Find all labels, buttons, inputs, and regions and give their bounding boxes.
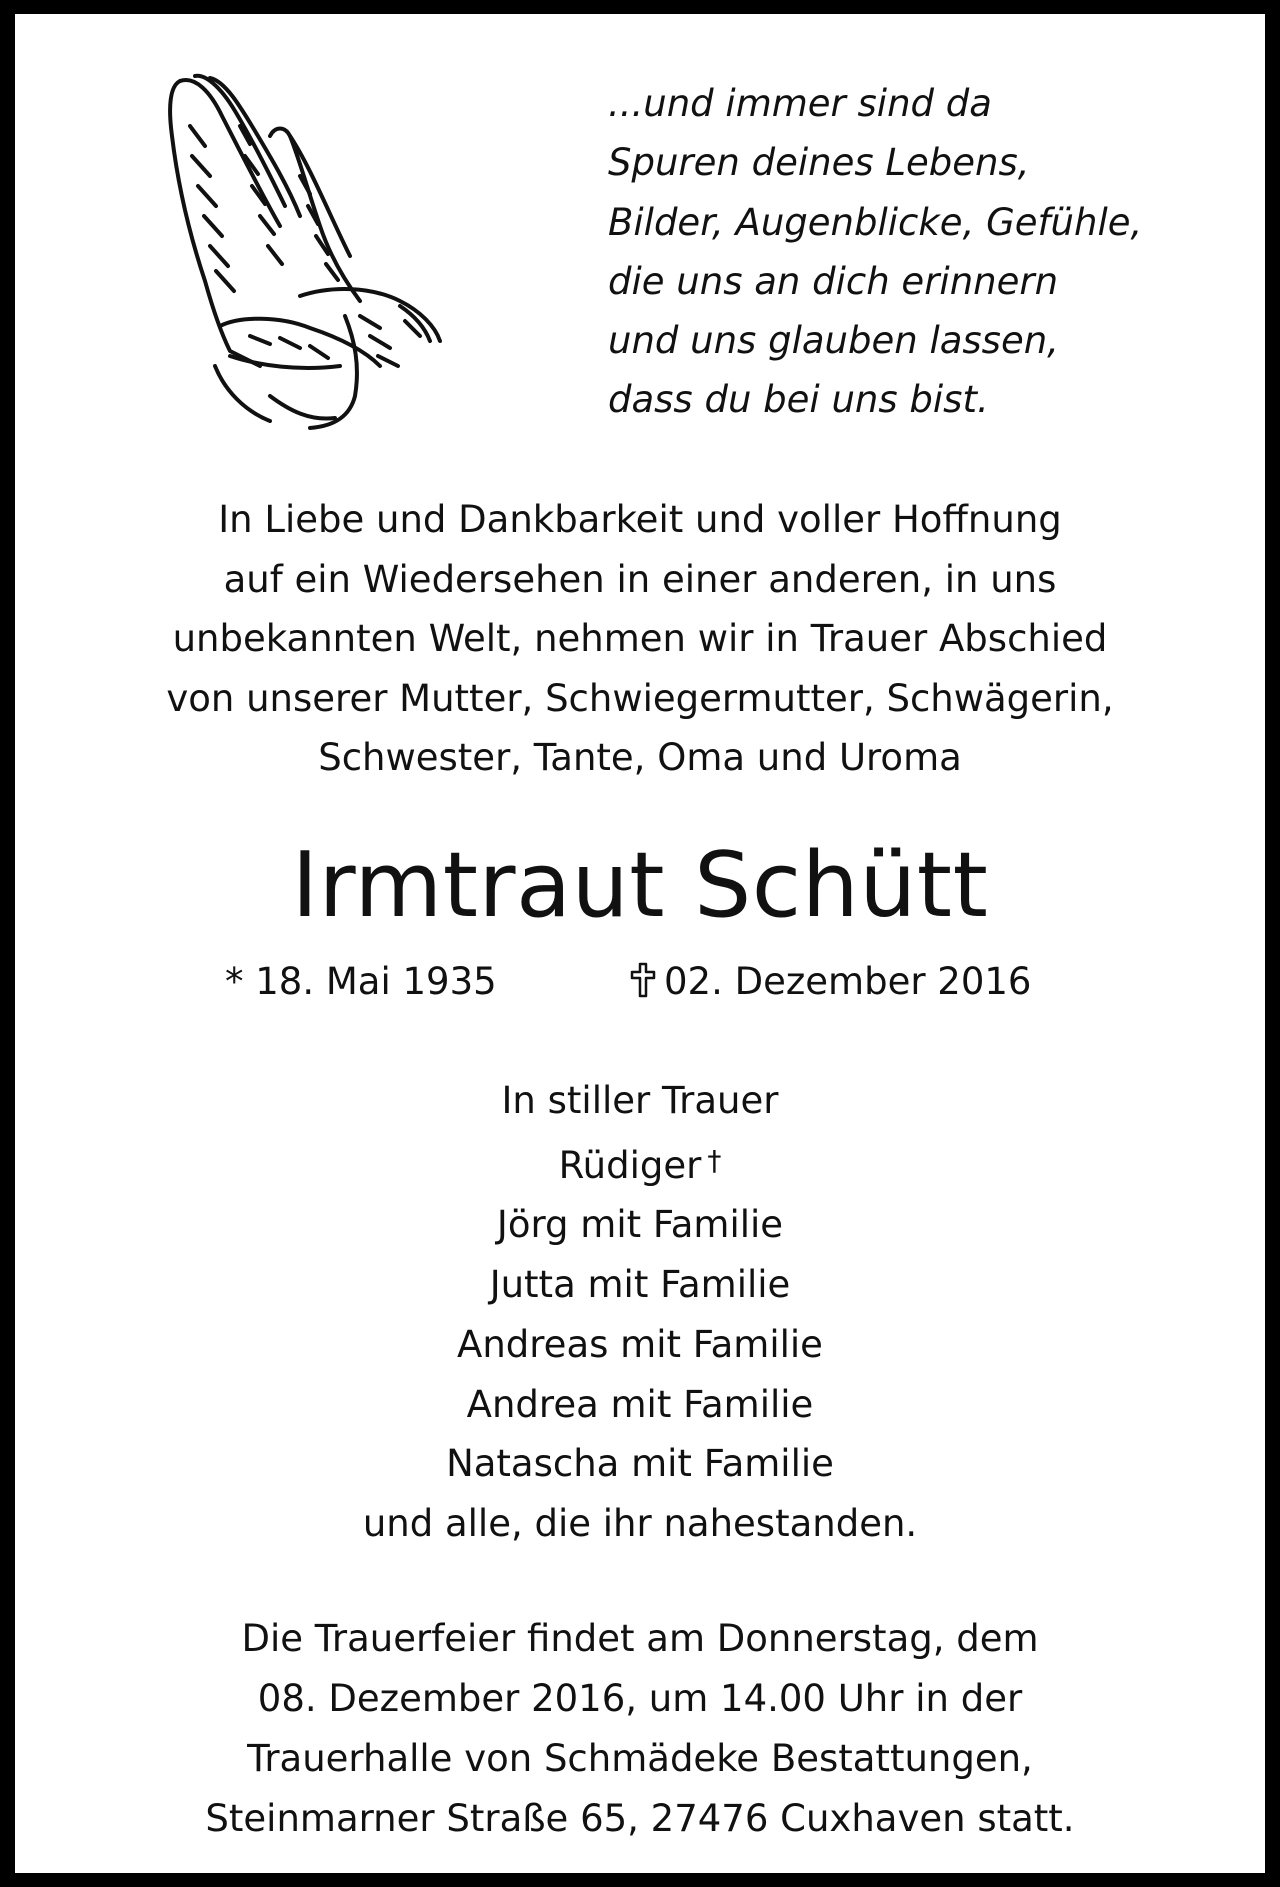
deceased-mark: † bbox=[707, 1143, 722, 1177]
intro-line: von unserer Mutter, Schwiegermutter, Schwägerin, bbox=[166, 676, 1114, 720]
intro-line: auf ein Wiedersehen in einer anderen, in uns bbox=[223, 557, 1057, 601]
mourner-name: Rüdiger bbox=[558, 1143, 702, 1187]
praying-hands-icon bbox=[150, 66, 450, 436]
poem-line: Bilder, Augenblicke, Gefühle, bbox=[608, 200, 1143, 244]
service-line: Steinmarner Straße 65, 27476 Cuxhaven statt. bbox=[205, 1797, 1075, 1840]
intro-line: In Liebe und Dankbarkeit und voller Hoffnung bbox=[218, 498, 1062, 541]
poem-line: ...und immer sind da bbox=[608, 82, 992, 125]
poem-line: Spuren deines Lebens, bbox=[608, 141, 1030, 185]
mourner-line: Jutta mit Familie bbox=[489, 1263, 791, 1307]
mourner-line: Andrea mit Familie bbox=[466, 1382, 814, 1426]
cross-icon bbox=[630, 962, 656, 998]
service-line: Die Trauerfeier findet am Donnerstag, dem bbox=[241, 1617, 1039, 1660]
poem-line: dass du bei uns bist. bbox=[608, 378, 989, 422]
intro-line: Schwester, Tante, Oma und Uroma bbox=[318, 736, 962, 779]
intro-line: unbekannten Welt, nehmen wir in Trauer Abschied bbox=[172, 617, 1108, 660]
birth-date: * 18. Mai 1935 bbox=[225, 960, 497, 1003]
poem-line: und uns glauben lassen, bbox=[608, 319, 1059, 363]
service-details bbox=[15, 1609, 1265, 1849]
intro-text bbox=[15, 490, 1265, 788]
death-date: 02. Dezember 2016 bbox=[664, 960, 1032, 1003]
poem-line: die uns an dich erinnern bbox=[608, 259, 1059, 303]
mourner-line: und alle, die ihr nahestanden. bbox=[362, 1501, 918, 1545]
mourners-list bbox=[15, 1071, 1265, 1554]
death-date-group bbox=[630, 957, 1031, 1007]
mourner-line bbox=[15, 1131, 1265, 1196]
obituary-notice bbox=[15, 14, 1265, 1873]
poem bbox=[608, 74, 1248, 430]
mourners-heading: In stiller Trauer bbox=[501, 1079, 779, 1122]
mourner-line: Andreas mit Familie bbox=[457, 1322, 823, 1366]
mourner-line: Jörg mit Familie bbox=[496, 1203, 784, 1247]
deceased-name: Irmtraut Schütt bbox=[291, 833, 989, 938]
mourner-line: Natascha mit Familie bbox=[446, 1442, 834, 1486]
service-line: 08. Dezember 2016, um 14.00 Uhr in der bbox=[257, 1677, 1023, 1720]
service-line: Trauerhalle von Schmädeke Bestattungen, bbox=[247, 1737, 1033, 1780]
